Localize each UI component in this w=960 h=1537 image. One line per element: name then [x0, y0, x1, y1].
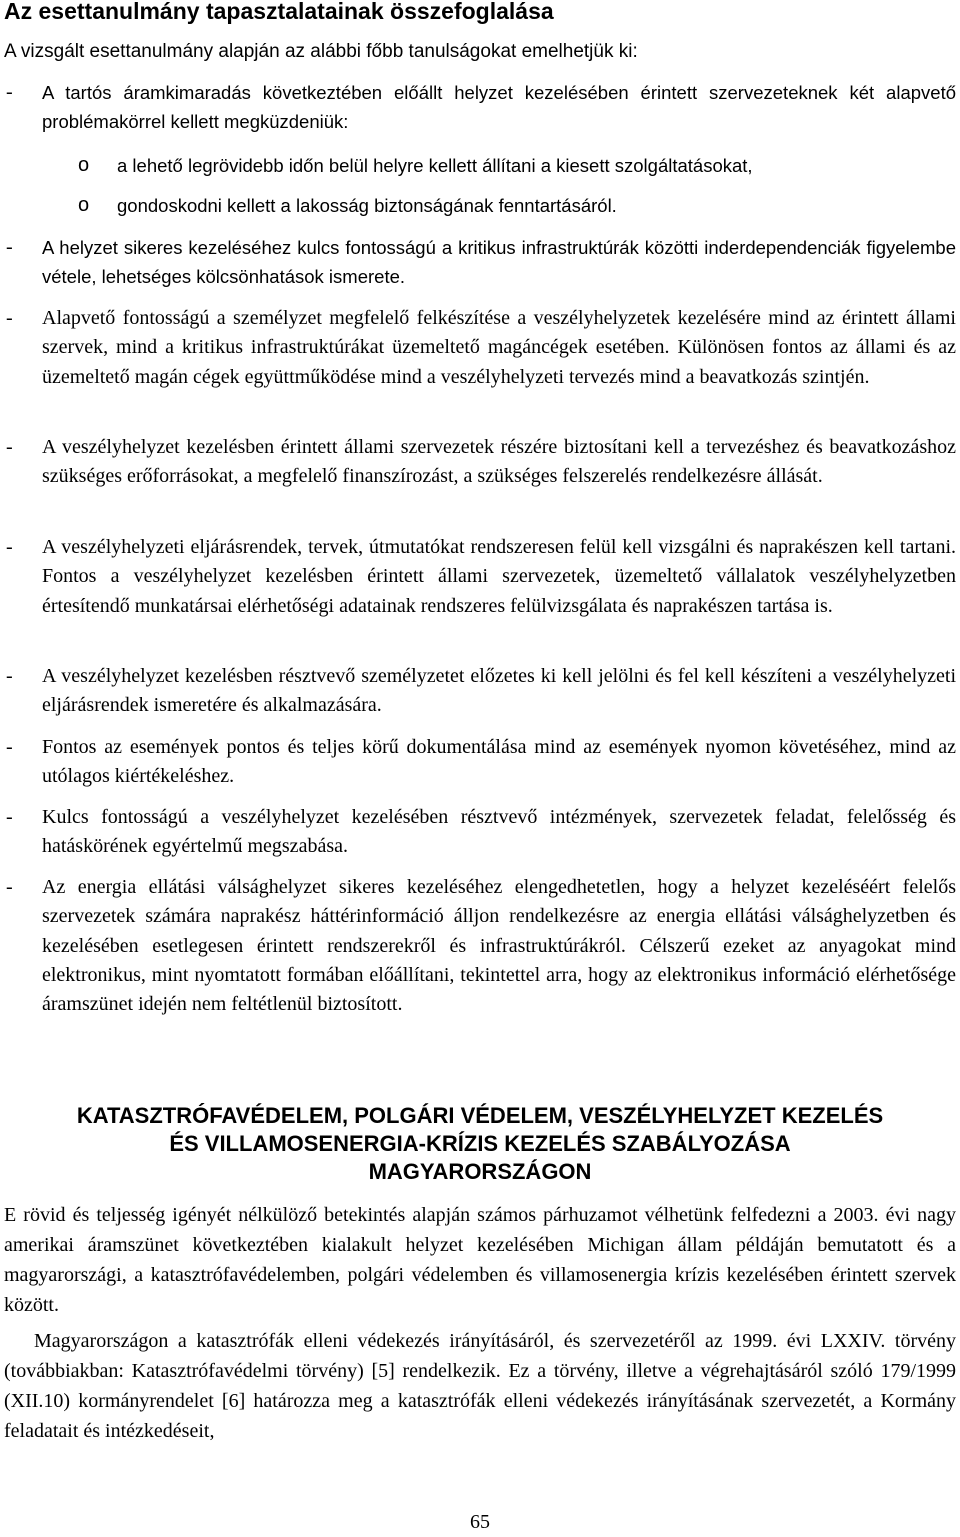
- list-bullet: -: [6, 736, 13, 758]
- section-heading-line: ÉS VILLAMOSENERGIA-KRÍZIS KEZELÉS SZABÁLYOZÁSA: [169, 1131, 791, 1156]
- list-bullet: -: [6, 806, 13, 828]
- list-item: A veszélyhelyzeti eljárásrendek, tervek, útmutatókat rendszeresen felül kell vizsgálni és naprakészen kell tartani. Fontos a veszélyhelyzet kezelésben érintett állami szervezetek, üzemeltető vállalatok veszélyhelyzetben értesítendő munkatársai elérhetőségi adatainak rendszeres felülvizsgálata és naprakészen tartása is.: [42, 536, 956, 617]
- sub-list-bullet: o: [78, 194, 90, 216]
- list-item: A veszélyhelyzet kezelésben résztvevő személyzetet előzetes ki kell jelölni és fel kell készíteni a veszélyhelyzeti eljárásrendek ismeretére és alkalmazására.: [42, 665, 956, 717]
- sub-list-item: a lehető legrövidebb időn belül helyre kellett állítani a kiesett szolgáltatásokat,: [117, 155, 753, 176]
- list-bullet: -: [6, 876, 13, 898]
- list-bullet: -: [6, 436, 13, 458]
- section-title: Az esettanulmány tapasztalatainak összefoglalása: [4, 0, 554, 24]
- section-heading-line: KATASZTRÓFAVÉDELEM, POLGÁRI VÉDELEM, VESZÉLYHELYZET KEZELÉS: [76, 1103, 884, 1128]
- list-item: A helyzet sikeres kezeléséhez kulcs fontosságú a kritikus infrastruktúrák közötti inderdependenciák figyelembe vétele, lehetséges kölcsönhatások ismerete.: [42, 237, 956, 288]
- intro-text: A vizsgált esettanulmány alapján az alábbi főbb tanulságokat emelhetjük ki:: [4, 41, 638, 62]
- list-item: A tartós áramkimaradás következtében előállt helyzet kezelésében érintett szervezeteknek két alapvető problémakörrel kellett megküzdeniük:: [42, 82, 956, 133]
- section-heading: [0, 1102, 960, 1186]
- list-item: Fontos az események pontos és teljes körű dokumentálása mind az események nyomon követéséhez, mind az utólagos kiértékeléshez.: [42, 736, 956, 788]
- section-heading-line: MAGYARORSZÁGON: [368, 1159, 592, 1184]
- list-item: Kulcs fontosságú a veszélyhelyzet kezelésében résztvevő intézmények, szervezetek feladat, felelősség és hatáskörének egyértelmű megszabása.: [42, 806, 956, 858]
- list-bullet: -: [6, 81, 13, 103]
- body-paragraph: E rövid és teljesség igényét nélkülöző betekintés alapján számos párhuzamot vélhetünk felfedezni a 2003. évi nagy amerikai áramszünet következtében kialakult helyzet kezelésében Michigan állam példáján bemutatott és a magyarországi, a katasztrófavédelemben, polgári védelemben és villamosenergia krízis kezelésében érintett szervek között.: [4, 1204, 956, 1316]
- list-item: Alapvető fontosságú a személyzet megfelelő felkészítése a veszélyhelyzetek kezelésére mind az érintett állami szervek, mind a kritikus infrastruktúrákat üzemeltető magáncégek esetében. Különösen fontos az állami és az üzemeltető magán cégek együttműködése mind a veszélyhelyzeti tervezés mind a beavatkozás szintjén.: [42, 307, 956, 388]
- list-bullet: -: [6, 236, 13, 258]
- sub-list-bullet: o: [78, 154, 90, 176]
- page-number: 65: [470, 1511, 490, 1533]
- sub-list-item: gondoskodni kellett a lakosság biztonságának fenntartásáról.: [117, 195, 617, 216]
- body-paragraph: Magyarországon a katasztrófák elleni védekezés irányításáról, és szervezetéről az 1999. évi LXXIV. törvény (továbbiakban: Katasztrófavédelmi törvény) [5] rendelkezik. Ez a törvény, illetve a végrehajtásáról szóló 179/1999 (XII.10) kormányrendelet [6] határozza meg a katasztrófák elleni védekezés irányításának szervezetét, a Kormány feladatait és intézkedéseit,: [4, 1330, 956, 1442]
- list-item: A veszélyhelyzet kezelésben érintett állami szervezetek részére biztosítani kell a tervezéshez és beavatkozáshoz szükséges erőforrásokat, a megfelelő finanszírozást, a szükséges felszerelés rendelkezésre állását.: [42, 436, 956, 488]
- list-bullet: -: [6, 307, 13, 329]
- list-bullet: -: [6, 665, 13, 687]
- list-bullet: -: [6, 536, 13, 558]
- list-item: Az energia ellátási válsághelyzet sikeres kezeléséhez elengedhetetlen, hogy a helyzet kezeléséért felelős szervezetek számára naprakész háttérinformáció álljon rendelkezésre az energia ellátási válsághelyzetben és kezelésében esetlegesen érintett rendszerekről és infrastruktúrákról. Célszerű ezeket az anyagokat mind elektronikus, mint nyomtatott formában előállítani, tekintettel arra, hogy az elektronikus információ elérhetősége áramszünet idején nem feltétlenül biztosított.: [42, 876, 956, 1016]
